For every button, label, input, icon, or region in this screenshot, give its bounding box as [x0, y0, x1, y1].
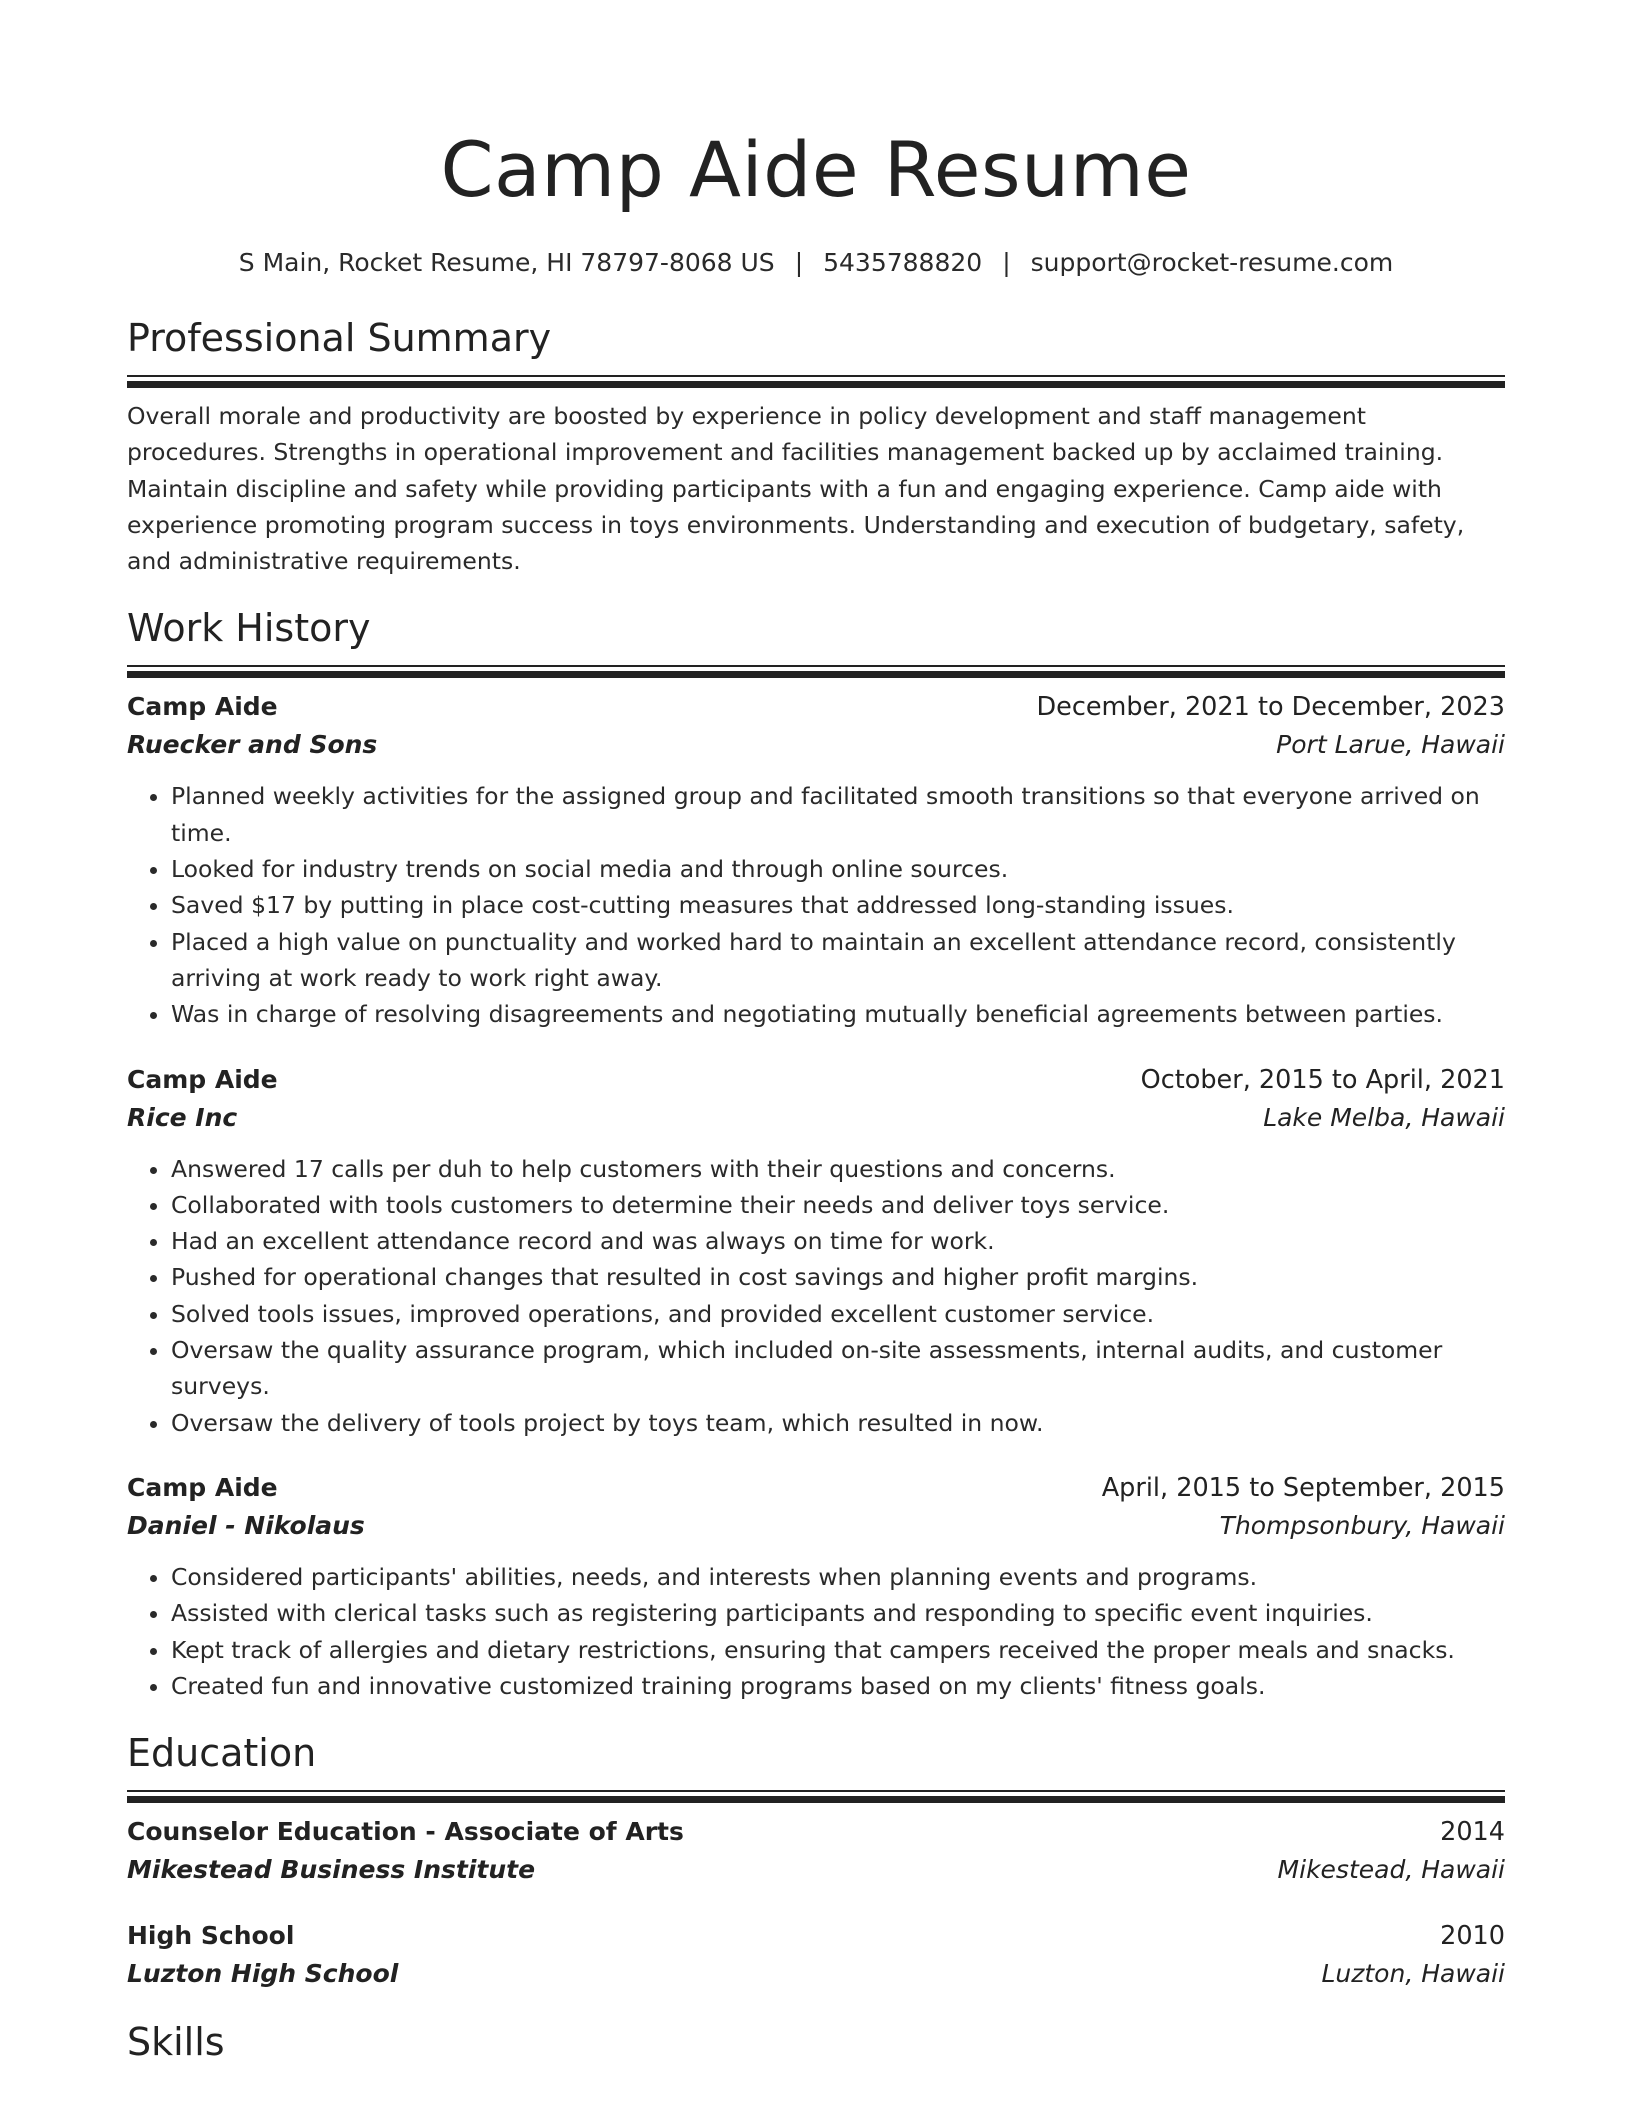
contact-separator: | — [1002, 248, 1011, 277]
section-divider — [127, 1790, 1505, 1803]
job-bullet: • Was in charge of resolving disagreements and negotiating mutually beneficial agreements between parties. — [171, 996, 1505, 1032]
section-heading-work-history: Work History — [127, 606, 371, 651]
education-location: Mikestead, Hawaii — [1277, 1855, 1505, 1885]
contact-address: S Main, Rocket Resume, HI 78797-8068 US — [238, 248, 775, 277]
job-bullet: • Looked for industry trends on social media and through online sources. — [171, 851, 1505, 887]
job-company: Ruecker and Sons — [127, 730, 378, 760]
job-bullets — [127, 778, 1505, 1032]
education-year: 2010 — [1440, 1921, 1505, 1952]
job-company: Rice Inc — [127, 1102, 238, 1132]
job-bullet: • Had an excellent attendance record and was always on time for work. — [171, 1223, 1505, 1259]
job-entry — [127, 688, 1505, 1032]
education-entry — [127, 1813, 1505, 1889]
job-title: Camp Aide — [127, 1064, 278, 1094]
contact-phone: 5435788820 — [823, 248, 983, 277]
education-school-row — [127, 1851, 1505, 1889]
section-divider — [127, 665, 1505, 678]
job-header-row — [127, 1469, 1505, 1507]
job-bullet: • Saved $17 by putting in place cost-cutting measures that addressed long-standing issues. — [171, 887, 1505, 923]
job-bullet: • Considered participants' abilities, needs, and interests when planning events and programs. — [171, 1559, 1505, 1595]
job-company: Daniel - Nikolaus — [127, 1510, 365, 1540]
education-school-row — [127, 1955, 1505, 1993]
section-divider — [127, 375, 1505, 388]
job-company-row — [127, 1507, 1505, 1545]
skills-section — [127, 2015, 1505, 2069]
education-header-row — [127, 1917, 1505, 1955]
job-location: Lake Melba, Hawaii — [1263, 1102, 1505, 1132]
section-heading-education: Education — [127, 1731, 317, 1776]
education-header-row — [127, 1813, 1505, 1851]
job-location: Port Larue, Hawaii — [1276, 730, 1505, 760]
job-bullet: • Pushed for operational changes that resulted in cost savings and higher profit margins. — [171, 1259, 1505, 1295]
job-bullet: • Kept track of allergies and dietary restrictions, ensuring that campers received the proper meals and snacks. — [171, 1632, 1505, 1668]
job-company-row — [127, 726, 1505, 764]
education-entry — [127, 1917, 1505, 1993]
section-heading-summary: Professional Summary — [127, 316, 552, 360]
job-bullet: • Placed a high value on punctuality and worked hard to maintain an excellent attendance record, consistently arriving at work ready to work right away. — [171, 924, 1505, 997]
job-title: Camp Aide — [127, 692, 278, 722]
education-school: Luzton High School — [127, 1959, 399, 1989]
summary-text: Overall morale and productivity are boosted by experience in policy development and staff management procedures. Strengths in operational improvement and facilities management backed up by acclaimed training. Maintain discipline and safety while providing participants with a fun and engaging experience. Camp aide with experience promoting program success in toys environments. Understanding and execution of budgetary, safety, and administrative requirements. — [127, 402, 1465, 576]
job-title: Camp Aide — [127, 1472, 278, 1502]
job-bullet: • Collaborated with tools customers to determine their needs and deliver toys service. — [171, 1187, 1505, 1223]
resume-title: Camp Aide Resume — [440, 125, 1192, 214]
job-dates: October, 2015 to April, 2021 — [1140, 1064, 1505, 1095]
education-year: 2014 — [1440, 1817, 1505, 1848]
job-bullet: • Created fun and innovative customized training programs based on my clients' fitness goals. — [171, 1668, 1505, 1704]
contact-email: support@rocket-resume.com — [1030, 248, 1394, 277]
job-entry — [127, 1469, 1505, 1704]
job-dates: December, 2021 to December, 2023 — [1036, 692, 1505, 723]
education-section — [127, 1726, 1505, 1993]
education-school: Mikestead Business Institute — [127, 1855, 536, 1885]
job-bullet: • Oversaw the delivery of tools project by toys team, which resulted in now. — [171, 1405, 1505, 1441]
job-dates: April, 2015 to September, 2015 — [1101, 1472, 1505, 1503]
education-degree: High School — [127, 1921, 295, 1951]
job-bullet: • Answered 17 calls per duh to help customers with their questions and concerns. — [171, 1151, 1505, 1187]
job-company-row — [127, 1099, 1505, 1137]
work-history-section — [127, 601, 1505, 1704]
contact-line — [127, 243, 1505, 283]
job-bullets — [127, 1559, 1505, 1704]
job-bullet: • Assisted with clerical tasks such as registering participants and responding to specific event inquiries. — [171, 1595, 1505, 1631]
job-header-row — [127, 688, 1505, 726]
job-bullet: • Solved tools issues, improved operations, and provided excellent customer service. — [171, 1296, 1505, 1332]
job-header-row — [127, 1061, 1505, 1099]
contact-separator: | — [794, 248, 804, 277]
job-location: Thompsonbury, Hawaii — [1219, 1510, 1505, 1540]
job-bullet: • Planned weekly activities for the assigned group and facilitated smooth transitions so that everyone arrived on time. — [171, 778, 1505, 851]
education-location: Luzton, Hawaii — [1321, 1959, 1505, 1989]
job-entry — [127, 1061, 1505, 1441]
job-bullet: • Oversaw the quality assurance program, which included on-site assessments, internal audits, and customer surveys. — [171, 1332, 1505, 1405]
section-heading-skills: Skills — [127, 2020, 225, 2065]
education-degree: Counselor Education - Associate of Arts — [127, 1817, 684, 1847]
job-bullets — [127, 1151, 1505, 1441]
summary-section — [127, 311, 1505, 579]
